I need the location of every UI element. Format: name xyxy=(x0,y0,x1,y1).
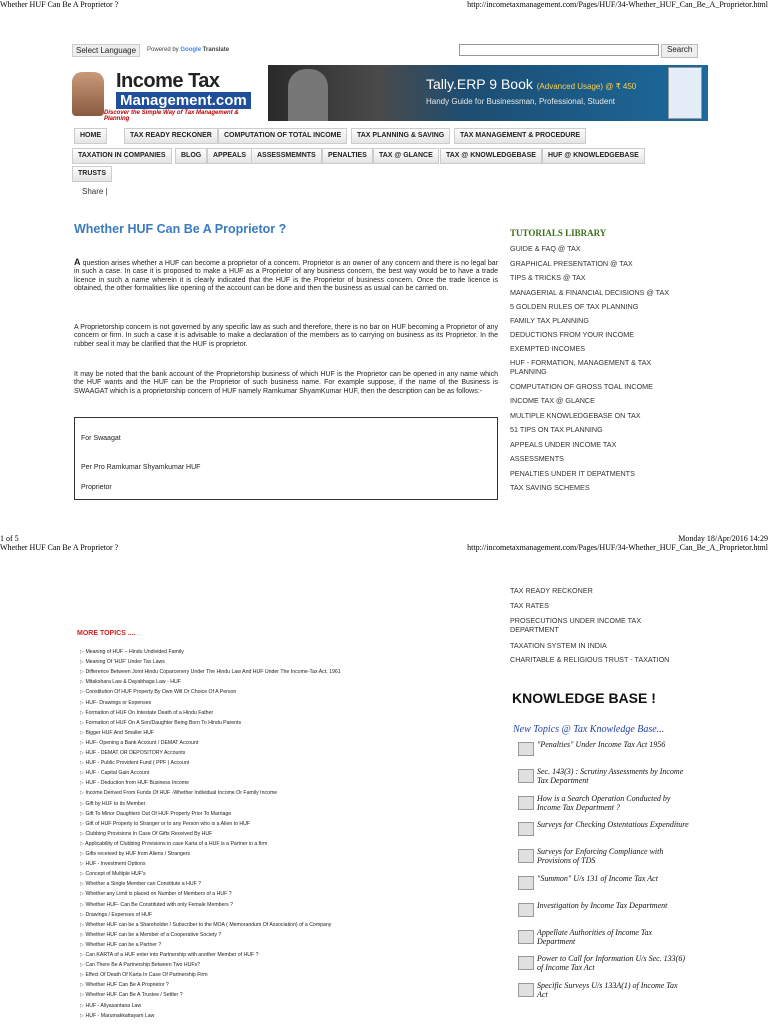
more-topic-label: Meaning of HUF – Hindu Undivided Family xyxy=(85,649,184,655)
document-icon xyxy=(518,742,534,756)
banner-price: (Advanced Usage) @ ₹ 450 xyxy=(536,82,637,91)
search-input[interactable] xyxy=(459,44,659,56)
more-topic-link[interactable] xyxy=(80,700,151,706)
more-topic-link[interactable] xyxy=(80,1013,154,1019)
select-language-dropdown[interactable]: Select Language xyxy=(72,44,140,57)
document-icon xyxy=(518,903,534,917)
knowledge-base-label: Surveys for Checking Ostentatious Expenditure xyxy=(537,820,689,830)
nav-trusts[interactable]: TRUSTS xyxy=(72,166,112,182)
tutorial-link[interactable]: CHARITABLE & RELIGIOUS TRUST - TAXATION xyxy=(510,655,670,664)
arrow-right-icon: ▷ xyxy=(80,891,84,898)
more-topic-label: HUF - Investment Options xyxy=(85,861,146,868)
more-topic-link[interactable] xyxy=(80,881,201,887)
tutorial-link[interactable]: GUIDE & FAQ @ TAX xyxy=(510,244,581,253)
more-topic-label: Clubbing Provisions In Case Of Gifts Received By HUF xyxy=(85,830,213,837)
knowledge-base-label: "Summon" U/s 131 of Income Tax Act xyxy=(537,874,658,883)
more-topic-label: HUF - Aliyasantana Law xyxy=(85,1002,142,1009)
google-label: Google xyxy=(180,47,202,53)
tutorial-link[interactable]: PROSECUTIONS UNDER INCOME TAX DEPARTMENT xyxy=(510,616,642,634)
arrow-right-icon: ▷ xyxy=(80,871,84,878)
share-link[interactable]: Share | xyxy=(82,187,108,196)
arrow-right-icon: ▷ xyxy=(80,679,84,686)
more-topic-label: Whether a Single Member can Constitute a HUF ? xyxy=(85,881,202,888)
tally-book-banner[interactable] xyxy=(268,65,708,121)
nav-assessments[interactable]: ASSESSMEMNTS xyxy=(251,148,322,164)
more-topic-link[interactable] xyxy=(80,841,267,847)
more-topic-link[interactable] xyxy=(80,1003,141,1009)
nav-tax-at-knowledgebase[interactable]: TAX @ KNOWLEDGEBASE xyxy=(440,148,542,164)
more-topic-link[interactable] xyxy=(80,851,190,857)
more-topic-label: HUF - Deduction from HUF Business Income xyxy=(85,780,189,787)
knowledge-base-label: Sec. 143(3) : Scrutiny Assessments by Income Tax Department xyxy=(537,766,684,785)
more-topic-label: Effect Of Death Of Karta In Case Of Partnership Firm xyxy=(85,972,208,979)
arrow-right-icon: ▷ xyxy=(80,649,84,655)
more-topic-link[interactable] xyxy=(80,861,145,867)
more-topic-link[interactable] xyxy=(80,730,154,736)
tutorial-link[interactable]: TAX SAVING SCHEMES xyxy=(510,483,590,492)
arrow-right-icon: ▷ xyxy=(80,750,84,756)
arrow-right-icon: ▷ xyxy=(80,992,84,999)
drop-cap: A xyxy=(74,257,81,267)
tutorial-link[interactable]: FAMILY TAX PLANNING xyxy=(510,316,589,325)
logo-tagline: Discover the Simple Way of Tax Management & Planning xyxy=(104,110,239,122)
more-topic-link[interactable] xyxy=(80,891,232,897)
knowledge-base-heading: KNOWLEDGE BASE ! xyxy=(512,690,656,706)
more-topic-label: Whether HUF Can Be A Proprietor ? xyxy=(85,982,169,989)
banner-title-text: Tally.ERP 9 Book xyxy=(426,76,533,92)
arrow-right-icon: ▷ xyxy=(80,840,84,847)
nav-huf-at-knowledgebase[interactable]: HUF @ KNOWLEDGEBASE xyxy=(542,148,645,164)
arrow-right-icon: ▷ xyxy=(80,820,84,827)
more-topic-link[interactable] xyxy=(80,811,231,817)
logo-line1: Income Tax xyxy=(116,70,220,92)
more-topic-label: Formation of HUF On A Son/Daughter Being Born To Hindu Parents xyxy=(85,719,242,726)
nav-tax-at-glance[interactable]: TAX @ GLANCE xyxy=(373,148,439,164)
nav-tax-planning-saving[interactable]: TAX PLANNING & SAVING xyxy=(351,128,450,144)
more-topic-link[interactable] xyxy=(80,922,331,928)
more-topic-link[interactable] xyxy=(80,790,277,796)
more-topic-label: Gift by HUF to its Member xyxy=(85,800,146,807)
nav-penalties[interactable]: PENALTIES xyxy=(322,148,373,164)
more-topic-label: Whether HUF- Can Be Constituted with only Female Members ? xyxy=(85,901,234,908)
tutorial-link[interactable]: HUF - FORMATION, MANAGEMENT & TAX PLANNING xyxy=(510,358,652,376)
knowledge-base-label: Appellate Authorities of Income Tax Department xyxy=(537,927,653,946)
print-footer-date: Monday 18/Apr/2016 14:29 xyxy=(678,534,768,543)
knowledge-base-label: Surveys for Enforcing Compliance with Provisions of TDS xyxy=(537,847,664,866)
more-topic-label: HUF - DEMAT OR DEPOSITORY Accounts xyxy=(85,750,186,756)
arrow-right-icon: ▷ xyxy=(80,810,84,817)
tutorial-link[interactable]: COMPUTATION OF GROSS TOAL INCOME xyxy=(510,382,653,391)
print-footer-page: 1 of 5 xyxy=(0,534,19,543)
document-icon xyxy=(518,983,534,997)
knowledge-base-label: Power to Call for Information U/s Sec. 133(6) of Income Tax Act xyxy=(537,954,685,973)
tutorial-link[interactable]: APPEALS UNDER INCOME TAX xyxy=(510,440,617,449)
more-topic-label: Constitution Of HUF Property By Own Will Or Choice Of A Person xyxy=(85,689,237,696)
nav-tax-ready-reckoner[interactable]: TAX READY RECKONER xyxy=(124,128,218,144)
tutorial-link[interactable]: MULTIPLE KNOWLEDGEBASE ON TAX xyxy=(510,411,641,420)
arrow-right-icon: ▷ xyxy=(80,760,84,767)
more-topics-heading: MORE TOPICS .... xyxy=(77,630,136,637)
more-topic-label: Difference Between Joint Hindu Coparcenery Under The Hindu Law And HUF Under The Income-Tax Act, 1961 xyxy=(85,669,341,676)
tutorial-link[interactable]: 5 GOLDEN RULES OF TAX PLANNING xyxy=(510,302,639,311)
arrow-right-icon: ▷ xyxy=(80,972,84,979)
more-topic-label: Formation of HUF On Intestate Death of a Hindu Father xyxy=(85,709,214,716)
knowledge-base-subheading: New Topics @ Tax Knowledge Base... xyxy=(513,724,665,735)
arrow-right-icon: ▷ xyxy=(80,739,84,746)
tutorials-heading: TUTORIALS LIBRARY xyxy=(510,228,607,238)
more-topic-link[interactable] xyxy=(80,689,236,695)
knowledge-base-label: How is a Search Operation Conducted by Income Tax Department ? xyxy=(537,793,671,812)
more-topic-link[interactable] xyxy=(80,962,200,968)
logo-portrait xyxy=(72,72,104,116)
nav-appeals[interactable]: APPEALS xyxy=(207,148,252,164)
more-topic-label: Whether any Limit is placed on Number of Members of a HUF ? xyxy=(85,891,232,898)
arrow-right-icon: ▷ xyxy=(80,881,84,888)
more-topic-label: Can KARTA of a HUF enter into Partnership with another Member of HUF ? xyxy=(85,952,259,958)
print-header-title: Whether HUF Can Be A Proprietor ? xyxy=(0,543,119,552)
more-topic-label: Drawings / Expenses of HUF xyxy=(85,911,153,918)
more-topic-link[interactable] xyxy=(80,982,169,988)
document-icon xyxy=(518,930,534,944)
more-topic-link[interactable] xyxy=(80,831,212,837)
more-topic-link[interactable] xyxy=(80,720,241,726)
powered-by-label: Powered by xyxy=(147,47,179,53)
arrow-right-icon: ▷ xyxy=(80,729,84,736)
logo-line2: Management.com xyxy=(116,92,251,109)
tutorial-link[interactable]: TAXATION SYSTEM IN INDIA xyxy=(510,641,607,650)
arrow-right-icon: ▷ xyxy=(80,982,84,989)
tutorial-link[interactable]: TIPS & TRICKS @ TAX xyxy=(510,273,586,282)
arrow-right-icon: ▷ xyxy=(80,719,84,726)
more-topic-link[interactable] xyxy=(80,669,341,675)
banner-subtitle: Handy Guide for Businessman, Professional, Student xyxy=(426,97,615,106)
more-topic-label: Applicability of Clubbing Provisions in case Karta of a HUF is a Partner in a firm xyxy=(85,840,268,847)
arrow-right-icon: ▷ xyxy=(80,689,84,696)
banner-title xyxy=(426,76,636,92)
more-topic-link[interactable] xyxy=(80,760,189,766)
arrow-right-icon: ▷ xyxy=(80,911,84,918)
more-topic-link[interactable] xyxy=(80,932,221,938)
print-header-url: http://incometaxmanagement.com/Pages/HUF/34-Whether_HUF_Can_Be_A_Proprietor.html xyxy=(467,0,768,9)
more-topic-label: HUF- Drawings or Expenses xyxy=(85,699,152,706)
tutorial-link[interactable]: ASSESSMENTS xyxy=(510,454,564,463)
more-topic-label: Can There Be A Partnership Between Two HUFs? xyxy=(85,962,201,969)
nav-home[interactable]: HOME xyxy=(74,128,107,144)
example-line-2: Per Pro Ramkumar Shyamkumar HUF xyxy=(81,464,201,471)
example-box xyxy=(74,417,498,500)
document-icon xyxy=(518,822,534,836)
more-topic-link[interactable] xyxy=(80,659,165,665)
document-icon xyxy=(518,796,534,810)
knowledge-base-label: "Penalties" Under Income Tax Act 1956 xyxy=(537,740,666,749)
knowledge-base-label: Investigation by Income Tax Department xyxy=(537,900,668,910)
more-topic-label: HUF - Public Provident Fund ( PPF ) Account xyxy=(85,760,190,767)
arrow-right-icon: ▷ xyxy=(80,709,84,716)
more-topic-label: HUF - Capital Gain Account xyxy=(85,770,150,777)
more-topic-link[interactable] xyxy=(80,871,146,877)
tutorial-link[interactable]: TAX RATES xyxy=(510,601,549,610)
nav-taxation-in-companies[interactable]: TAXATION IN COMPANIES xyxy=(72,148,172,164)
more-topic-label: Income Derived From Funds Of HUF -Whether Individual Income Or Family Income xyxy=(85,790,278,797)
print-header-title: Whether HUF Can Be A Proprietor ? xyxy=(0,0,119,9)
more-topic-link[interactable] xyxy=(80,679,181,685)
tutorial-link[interactable]: EXEMPTED INCOMES xyxy=(510,344,586,353)
more-topic-label: Whether HUF can be a Shareholder / Subscriber to the MOA ( Memorandum Of Association) of a Company xyxy=(85,921,332,928)
tutorial-link[interactable]: TAX READY RECKONER xyxy=(510,586,593,595)
more-topic-link[interactable] xyxy=(80,952,259,958)
article-paragraph-1 xyxy=(74,258,498,293)
arrow-right-icon: ▷ xyxy=(80,830,84,837)
more-topic-label: Gift To Minor Daughters Out Of HUF Property Prior To Marriage xyxy=(85,810,232,817)
arrow-right-icon: ▷ xyxy=(80,952,84,958)
search-button[interactable]: Search xyxy=(661,44,698,58)
arrow-right-icon: ▷ xyxy=(80,941,84,948)
arrow-right-icon: ▷ xyxy=(80,770,84,777)
tutorial-link[interactable]: INCOME TAX @ GLANCE xyxy=(510,396,595,405)
more-topic-label: Concept of Multiple HUF's xyxy=(85,871,146,878)
tutorial-link[interactable]: GRAPHICAL PRESENTATION @ TAX xyxy=(510,259,633,268)
more-topic-label: Whether HUF can be a Member of a Cooperative Society ? xyxy=(85,931,222,938)
more-topic-label: Bigger HUF And Smaller HUF xyxy=(85,729,155,736)
more-topic-label: HUF - Marumakkattayam Law xyxy=(85,1012,155,1019)
more-topic-link[interactable] xyxy=(80,780,189,786)
site-logo[interactable] xyxy=(72,70,252,120)
more-topic-link[interactable] xyxy=(80,750,185,756)
more-topic-label: HUF- Opening a Bank Account / DEMAT Account xyxy=(85,739,199,746)
arrow-right-icon: ▷ xyxy=(80,962,84,969)
arrow-right-icon: ▷ xyxy=(80,1002,84,1009)
more-topic-label: Mitakshara Law & Dayabhaga Law - HUF xyxy=(85,679,181,686)
nav-tax-management-procedure[interactable]: TAX MANAGEMENT & PROCEDURE xyxy=(454,128,586,144)
arrow-right-icon: ▷ xyxy=(80,921,84,928)
more-topic-link[interactable] xyxy=(80,992,183,998)
paragraph-1-text: question arises whether a HUF can become a proprietor of a concern. Proprietor is an owner of any concern and there is no legal bar in such a case. In case it is proposed to make a HUF as a Proprietor of any business concern, the best way would be to have a trade licence in such a name wherein it is clearly indicated that the HUF is the Proprietor of business concern. Once the trade licence is obtained, the other formalities like opening of the account can be done and then the business as usual can be carried on. xyxy=(74,260,498,292)
arrow-right-icon: ▷ xyxy=(80,659,84,666)
top-bar xyxy=(72,44,694,58)
more-topic-link[interactable] xyxy=(80,710,213,716)
document-icon xyxy=(518,876,534,890)
example-line-1: For Swaagat xyxy=(81,435,121,442)
arrow-right-icon: ▷ xyxy=(80,851,84,857)
more-topic-link[interactable] xyxy=(80,801,145,807)
more-topic-link[interactable] xyxy=(80,649,184,655)
more-topic-label: Meaning Of 'HUF' Under Tax Laws xyxy=(85,659,165,666)
tutorial-link[interactable]: MANAGERIAL & FINANCIAL DECISIONS @ TAX xyxy=(510,288,670,297)
nav-computation-total-income[interactable]: COMPUTATION OF TOTAL INCOME xyxy=(218,128,347,144)
document-icon xyxy=(518,769,534,783)
print-header-url: http://incometaxmanagement.com/Pages/HUF/34-Whether_HUF_Can_Be_A_Proprietor.html xyxy=(467,543,768,552)
banner-person-image xyxy=(288,69,328,121)
more-topic-label: Gifts received by HUF from Aliens / Strangers xyxy=(85,851,191,857)
article-title: Whether HUF Can Be A Proprietor ? xyxy=(74,222,287,236)
more-topic-label: Whether HUF Can Be A Trustee / Settler ? xyxy=(85,992,183,999)
more-topic-link[interactable] xyxy=(80,912,152,918)
more-topic-label: Gift of HUF Property to Stranger or to any Person who is a Alien to HUF xyxy=(85,820,251,827)
arrow-right-icon: ▷ xyxy=(80,931,84,938)
banner-book-image xyxy=(668,67,702,119)
arrow-right-icon: ▷ xyxy=(80,861,84,868)
article-paragraph-3: It may be noted that the bank account of the Proprietorship business of which HUF is the Proprietor can be opened in any name which the HUF wants and the HUF can be the Proprietor of such business name. For example suppose, if the name of the Business is SWAAGAT which is a proprietorship concern of HUF namely Ramkumar ShyamKumar HUF, then the description can be as follows:- xyxy=(74,371,498,395)
tutorial-link[interactable]: PENALTIES UNDER IT DEPATMENTS xyxy=(510,469,635,478)
more-topic-link[interactable] xyxy=(80,821,250,827)
tutorial-link[interactable]: 51 TIPS ON TAX PLANNING xyxy=(510,425,603,434)
more-topic-link[interactable] xyxy=(80,972,208,978)
more-topic-link[interactable] xyxy=(80,942,161,948)
nav-blog[interactable]: BLOG xyxy=(175,148,207,164)
arrow-right-icon: ▷ xyxy=(80,669,84,676)
more-topic-link[interactable] xyxy=(80,770,149,776)
translate-label: Translate xyxy=(202,47,230,53)
document-icon xyxy=(518,849,534,863)
knowledge-base-label: Specific Surveys U/s 133A(1) of Income Tax Act xyxy=(537,981,678,1000)
article-paragraph-2: A Proprietorship concern is not governed by any specific law as such and therefore, there is no bar on HUF becoming a Proprietor of any concern or firm. In such a case it is advisable to make a declaration of the members as to carrying on business as its Proprietor. In the rubber seal it may be clarified that the HUF is proprietor. xyxy=(74,324,498,348)
more-topic-link[interactable] xyxy=(80,740,198,746)
arrow-right-icon: ▷ xyxy=(80,1012,84,1019)
more-topic-label: Whether HUF can be a Partner ? xyxy=(85,941,162,948)
arrow-right-icon: ▷ xyxy=(80,800,84,807)
google-translate-credit xyxy=(147,47,229,53)
arrow-right-icon: ▷ xyxy=(80,699,84,706)
arrow-right-icon: ▷ xyxy=(80,780,84,787)
document-icon xyxy=(518,956,534,970)
example-line-3: Proprietor xyxy=(81,484,112,491)
arrow-right-icon: ▷ xyxy=(80,901,84,908)
tutorial-link[interactable]: DEDUCTIONS FROM YOUR INCOME xyxy=(510,330,635,339)
arrow-right-icon: ▷ xyxy=(80,790,84,797)
more-topic-link[interactable] xyxy=(80,902,233,908)
